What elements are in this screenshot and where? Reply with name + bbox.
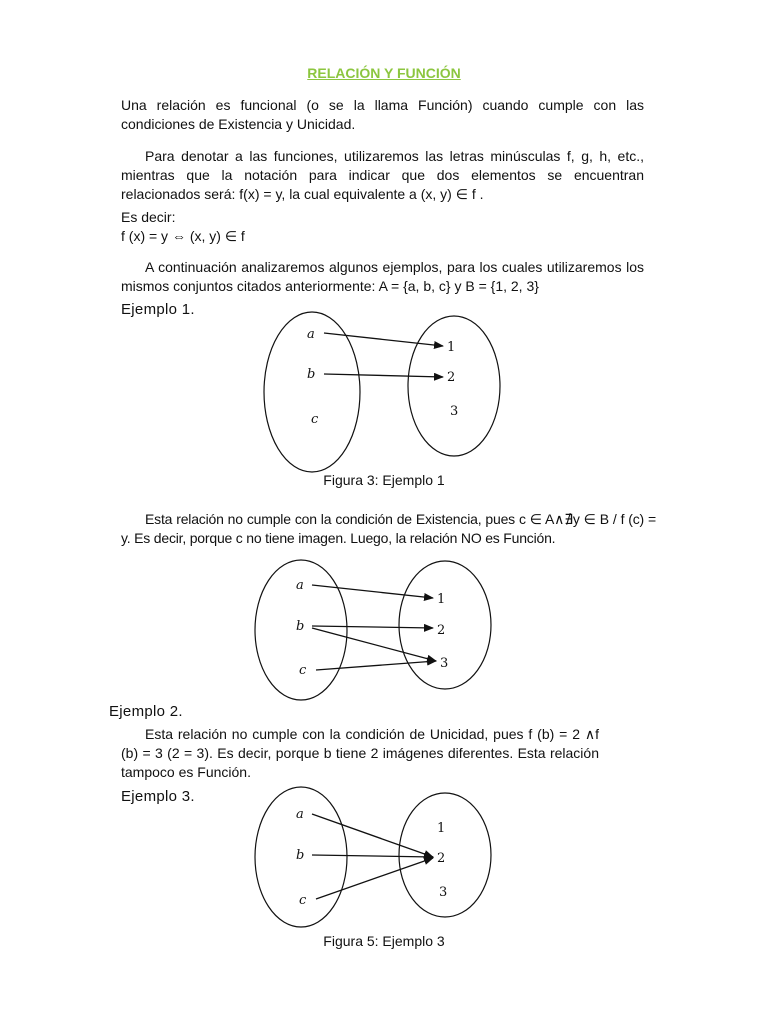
element-2: 2 bbox=[437, 851, 446, 866]
paragraph-unicidad: Esta relación no cumple con la condición de Unicidad, pues f (b) = 2 ∧f (b) = 3 (2 = 3). Es decir, porque b tiene 2 imágenes diferentes. Esta relación tampoco es Función. bbox=[121, 726, 599, 780]
element-1: 1 bbox=[437, 592, 446, 607]
arrow-c-to-2 bbox=[316, 858, 433, 899]
element-a: a bbox=[296, 807, 304, 822]
ejemplo-3-label: Ejemplo 3. bbox=[121, 788, 195, 805]
element-c: c bbox=[299, 663, 307, 678]
arrow-b-to-2 bbox=[312, 855, 433, 857]
element-c: c bbox=[299, 893, 307, 908]
element-b: b bbox=[296, 619, 305, 634]
function-formula: f (x) = y ⇔ (x, y) ∈ f bbox=[121, 228, 245, 244]
element-1: 1 bbox=[437, 821, 446, 836]
arrow-a-to-2 bbox=[312, 814, 433, 857]
element-2: 2 bbox=[447, 370, 456, 385]
figure-5-caption: Figura 5: Ejemplo 3 bbox=[323, 933, 445, 949]
element-c: c bbox=[311, 412, 319, 427]
paragraph-examples-intro: A continuación analizaremos algunos ejemplos, para los cuales utilizaremos los mismos conjuntos citados anteriormente: A = {a, b, c} y B = {1, 2, 3} bbox=[121, 259, 644, 294]
es-decir-label: Es decir: bbox=[121, 209, 176, 225]
element-b: b bbox=[307, 367, 316, 382]
ejemplo-1-label: Ejemplo 1. bbox=[121, 301, 195, 318]
paragraph-notation: Para denotar a las funciones, utilizaremos las letras minúsculas f, g, h, etc., mientras que la notación para indicar que dos elementos se encuentran relacionados será: f(x) = y, la cual equivalente a (x, y) ∈ f . bbox=[121, 148, 644, 202]
paragraph-existencia: Esta relación no cumple con la condición de Existencia, pues c ∈ A∧∄y ∈ B / f (c) = y. Es decir, porque c no tiene imagen. Luego, la relación NO es Función. bbox=[121, 511, 656, 546]
ejemplo-2-label: Ejemplo 2. bbox=[109, 703, 183, 720]
element-2: 2 bbox=[437, 623, 446, 638]
paragraph-definition: Una relación es funcional (o se la llama Función) cuando cumple con las condiciones de Existencia y Unicidad. bbox=[121, 97, 644, 132]
document-title: RELACIÓN Y FUNCIÓN bbox=[307, 65, 461, 81]
element-3: 3 bbox=[439, 885, 448, 900]
figure-3-caption: Figura 3: Ejemplo 1 bbox=[323, 472, 445, 488]
element-1: 1 bbox=[447, 340, 456, 355]
element-a: a bbox=[307, 327, 315, 342]
element-a: a bbox=[296, 578, 304, 593]
element-3: 3 bbox=[450, 404, 459, 419]
element-3: 3 bbox=[440, 656, 449, 671]
element-b: b bbox=[296, 848, 305, 863]
